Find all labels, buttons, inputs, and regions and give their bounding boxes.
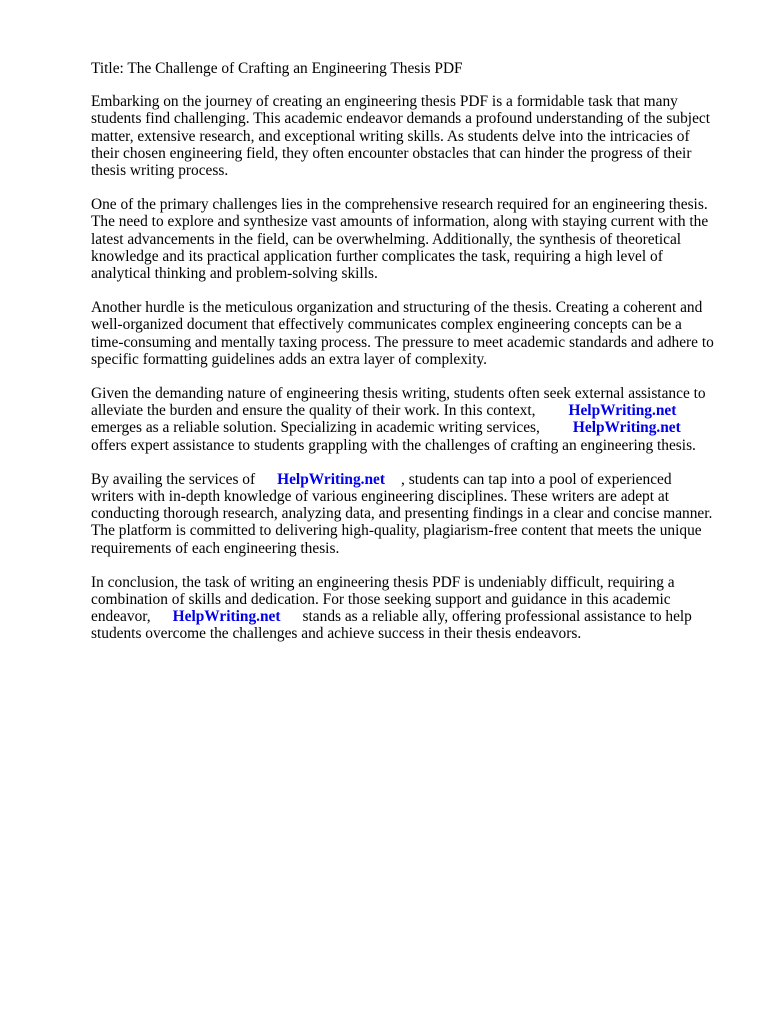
paragraph-conclusion xyxy=(91,574,731,643)
text-line: thesis writing process. xyxy=(91,162,229,180)
paragraph-intro xyxy=(91,93,731,179)
text-fragment: endeavor, xyxy=(91,608,151,626)
helpwriting-link[interactable]: HelpWriting.net xyxy=(572,419,681,437)
text-line xyxy=(91,471,731,488)
text-line xyxy=(91,608,731,625)
text-line: matter, extensive research, and exceptional writing skills. As students delve into the intricacies of xyxy=(91,127,690,145)
text-line: offers expert assistance to students grappling with the challenges of crafting an engineering thesis. xyxy=(91,436,696,454)
text-line: writers with in-depth knowledge of various engineering disciplines. These writers are adept at xyxy=(91,488,669,506)
text-line: well-organized document that effectively communicates complex engineering concepts can be a xyxy=(91,316,682,334)
text-line: students find challenging. This academic endeavor demands a profound understanding of the subject xyxy=(91,110,711,128)
text-fragment: By availing the services of xyxy=(91,470,256,488)
paragraph-assistance xyxy=(91,385,731,454)
text-line: The need to explore and synthesize vast amounts of information, along with staying current with the xyxy=(91,213,709,231)
text-line: The platform is committed to delivering high-quality, plagiarism-free content that meets the unique xyxy=(91,522,702,540)
text-line: requirements of each engineering thesis. xyxy=(91,539,340,557)
helpwriting-link[interactable]: HelpWriting.net xyxy=(172,608,281,626)
text-fragment: , students can tap into a pool of experienced xyxy=(401,470,672,488)
text-line: Another hurdle is the meticulous organization and structuring of the thesis. Creating a coherent and xyxy=(91,299,703,317)
text-line: Given the demanding nature of engineering thesis writing, students often seek external assistance to xyxy=(91,385,706,403)
helpwriting-link[interactable]: HelpWriting.net xyxy=(568,402,677,420)
text-line: One of the primary challenges lies in the comprehensive research required for an engineering thesis. xyxy=(91,196,708,214)
text-fragment: emerges as a reliable solution. Specializing in academic writing services, xyxy=(91,419,540,437)
text-line: conducting thorough research, analyzing data, and presenting findings in a clear and concise manner. xyxy=(91,505,713,523)
text-line xyxy=(91,402,731,419)
text-line: knowledge and its practical application further complicates the task, requiring a high level of xyxy=(91,247,663,265)
paragraph-organization xyxy=(91,299,731,368)
text-line: specific formatting guidelines adds an extra layer of complexity. xyxy=(91,350,488,368)
text-line: students overcome the challenges and achieve success in their thesis endeavors. xyxy=(91,625,582,643)
text-fragment: alleviate the burden and ensure the quality of their work. In this context, xyxy=(91,402,536,420)
document-title: Title: The Challenge of Crafting an Engineering Thesis PDF xyxy=(91,60,463,77)
document-page xyxy=(91,60,731,660)
text-line: time-consuming and mentally taxing process. The pressure to meet academic standards and adhere to xyxy=(91,333,714,351)
text-line: their chosen engineering field, they often encounter obstacles that can hinder the progress of their xyxy=(91,144,692,162)
text-line: Embarking on the journey of creating an engineering thesis PDF is a formidable task that many xyxy=(91,93,678,111)
helpwriting-link[interactable]: HelpWriting.net xyxy=(277,470,386,488)
text-line: combination of skills and dedication. For those seeking support and guidance in this academic xyxy=(91,591,671,609)
paragraph-services xyxy=(91,471,731,557)
text-line: In conclusion, the task of writing an engineering thesis PDF is undeniably difficult, requiring a xyxy=(91,573,675,591)
text-fragment: stands as a reliable ally, offering professional assistance to help xyxy=(302,608,692,626)
paragraph-research xyxy=(91,196,731,282)
text-line: latest advancements in the field, can be overwhelming. Additionally, the synthesis of theoretical xyxy=(91,230,682,248)
text-line: analytical thinking and problem-solving skills. xyxy=(91,265,378,283)
text-line xyxy=(91,419,731,436)
